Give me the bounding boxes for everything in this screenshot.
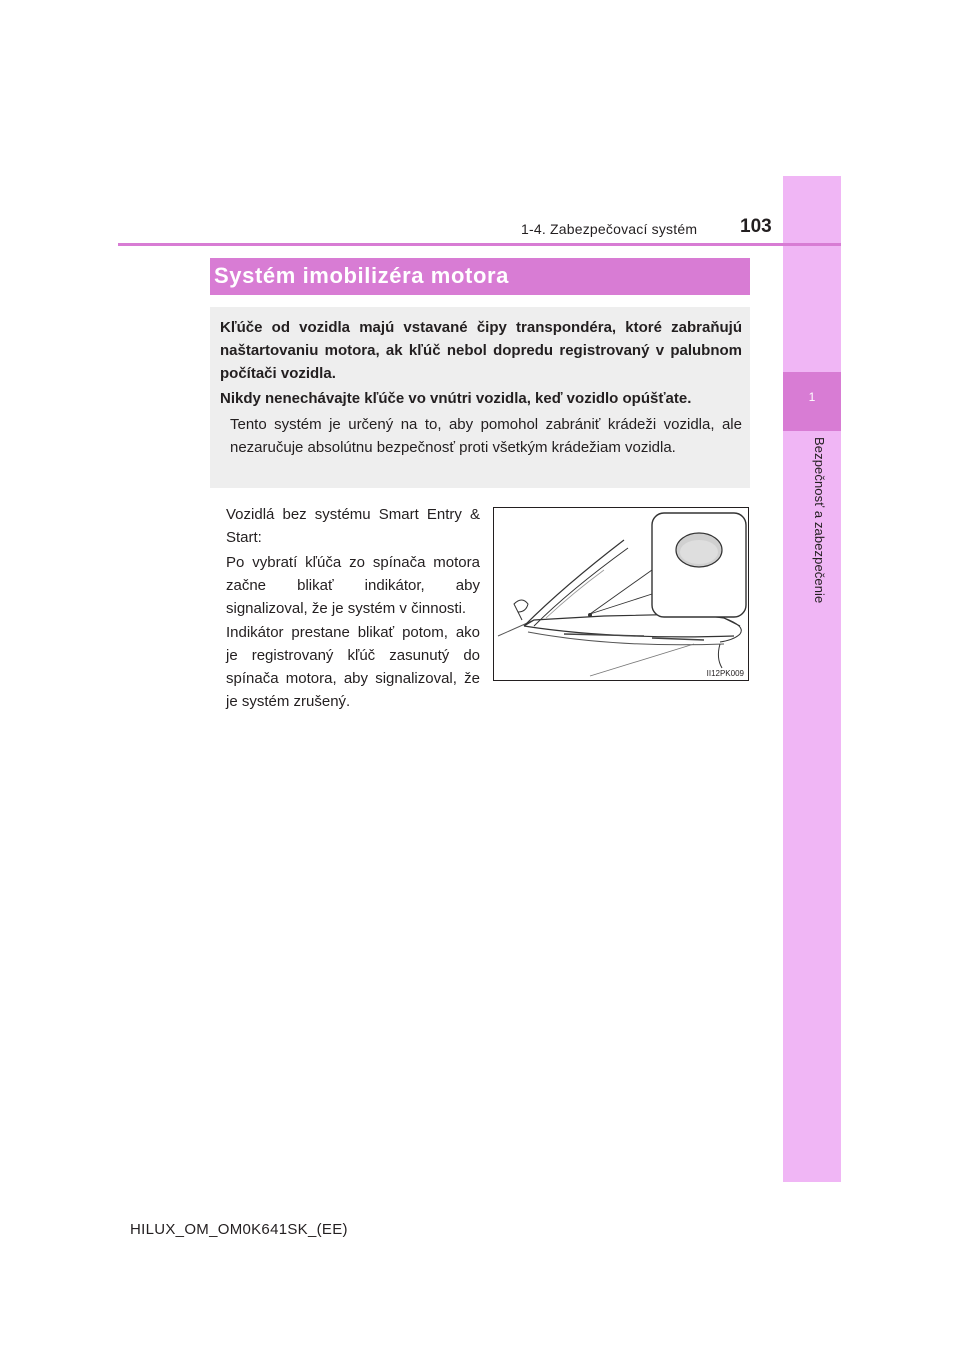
chapter-sidebar: [783, 176, 841, 1182]
intro-paragraph-2: Nikdy nenechávajte kľúče vo vnútri vozidla, keď vozidlo opúšťate.: [220, 390, 692, 407]
windshield-illustration: [494, 508, 749, 681]
figure-code: II12PK009: [706, 669, 744, 678]
page-title: Systém imobilizéra motora: [214, 263, 509, 288]
intro-paragraph-1: Kľúče od vozidla majú vstavané čipy transpondéra, ktoré zabraňujú naštartovaniu motora, ak kľúč nebol dopredu registrovaný v palubnom počítači vozidla.: [220, 319, 742, 382]
body-paragraph-2: Po vybratí kľúča zo spínača motora začne blikať indikátor, aby signalizoval, že je systém v činnosti.: [226, 554, 480, 617]
title-bar: [210, 258, 750, 295]
footer-code: HILUX_OM_OM0K641SK_(EE): [130, 1221, 348, 1238]
intro-box: [210, 307, 750, 488]
chapter-title: Bezpečnosť a zabezpečenie: [812, 437, 827, 604]
page-number: 103: [740, 216, 772, 237]
indicator-light-icon: [676, 533, 722, 567]
windshield-figure: [493, 507, 749, 681]
intro-paragraph-3: Tento systém je určený na to, aby pomohol zabrániť krádeži vozidla, ale nezaručuje absolútnu bezpečnosť proti všetkým krádežiam vozidla.: [230, 416, 742, 456]
body-paragraph-3: Indikátor prestane blikať potom, ako je registrovaný kľúč zasunutý do spínača motora, aby signalizoval, že je systém zrušený.: [226, 624, 480, 710]
section-label: 1-4. Zabezpečovací systém: [521, 221, 698, 237]
body-paragraph-1: Vozidlá bez systému Smart Entry & Start:: [226, 506, 480, 546]
chapter-number: 1: [808, 390, 816, 404]
header-rule: [118, 243, 841, 246]
